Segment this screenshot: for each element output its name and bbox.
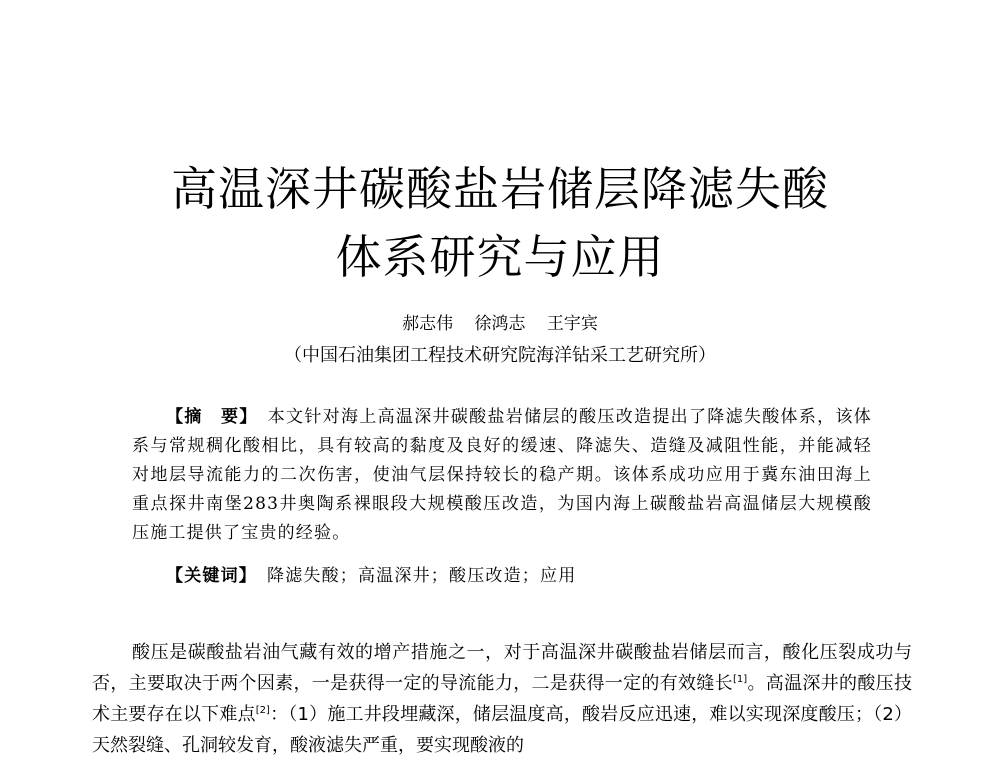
keywords-label: 【关键词】 (166, 566, 257, 586)
citation-1[interactable]: [1] (733, 674, 748, 685)
affiliation: （中国石油集团工程技术研究院海洋钻采工艺研究所） (284, 345, 716, 366)
keywords-block (166, 564, 872, 588)
abstract-block (132, 403, 872, 548)
body-text-part-2: 。高温深井的酸压技术主要存在以下难点 (92, 673, 912, 725)
citation-2[interactable]: [2] (255, 705, 270, 716)
abstract-text: 本文针对海上高温深井碳酸盐岩储层的酸压改造提出了降滤失酸体系，该体系与常规稠化酸相比，具有较高的黏度及良好的缓速、降滤失、造缝及减阻性能，并能减轻对地层导流能力的二次伤害，使油气层保持较长的稳产期。该体系成功应用于冀东油田海上重点探井南堡283井奥陶系裸眼段大规模酸压改造，为国内海上碳酸盐岩高温储层大规模酸压施工提供了宝贵的经验。 (132, 407, 872, 543)
paper-title-line-2: 体系研究与应用 (335, 230, 665, 284)
keywords-text: 降滤失酸；高温深井；酸压改造；应用 (267, 566, 577, 586)
body-text-part-3: ：（1）施工井段埋藏深，储层温度高，酸岩反应迅速，难以实现深度酸压；（2）天然裂缝、孔洞较发育，酸液滤失严重，要实现酸液的 (92, 704, 912, 756)
paper-title-line-1: 高温深井碳酸盐岩储层降滤失酸 (171, 162, 829, 216)
abstract-label: 【摘 要】 (166, 407, 258, 427)
body-text-part-1: 酸压是碳酸盐岩油气藏有效的增产措施之一，对于高温深井碳酸盐岩储层而言，酸化压裂成功与否，主要取决于两个因素，一是获得一定的导流能力，二是获得一定的有效缝长 (92, 642, 912, 694)
author-list: 郝志伟 徐鸿志 王宇宾 (402, 314, 598, 334)
body-paragraph (92, 637, 912, 761)
